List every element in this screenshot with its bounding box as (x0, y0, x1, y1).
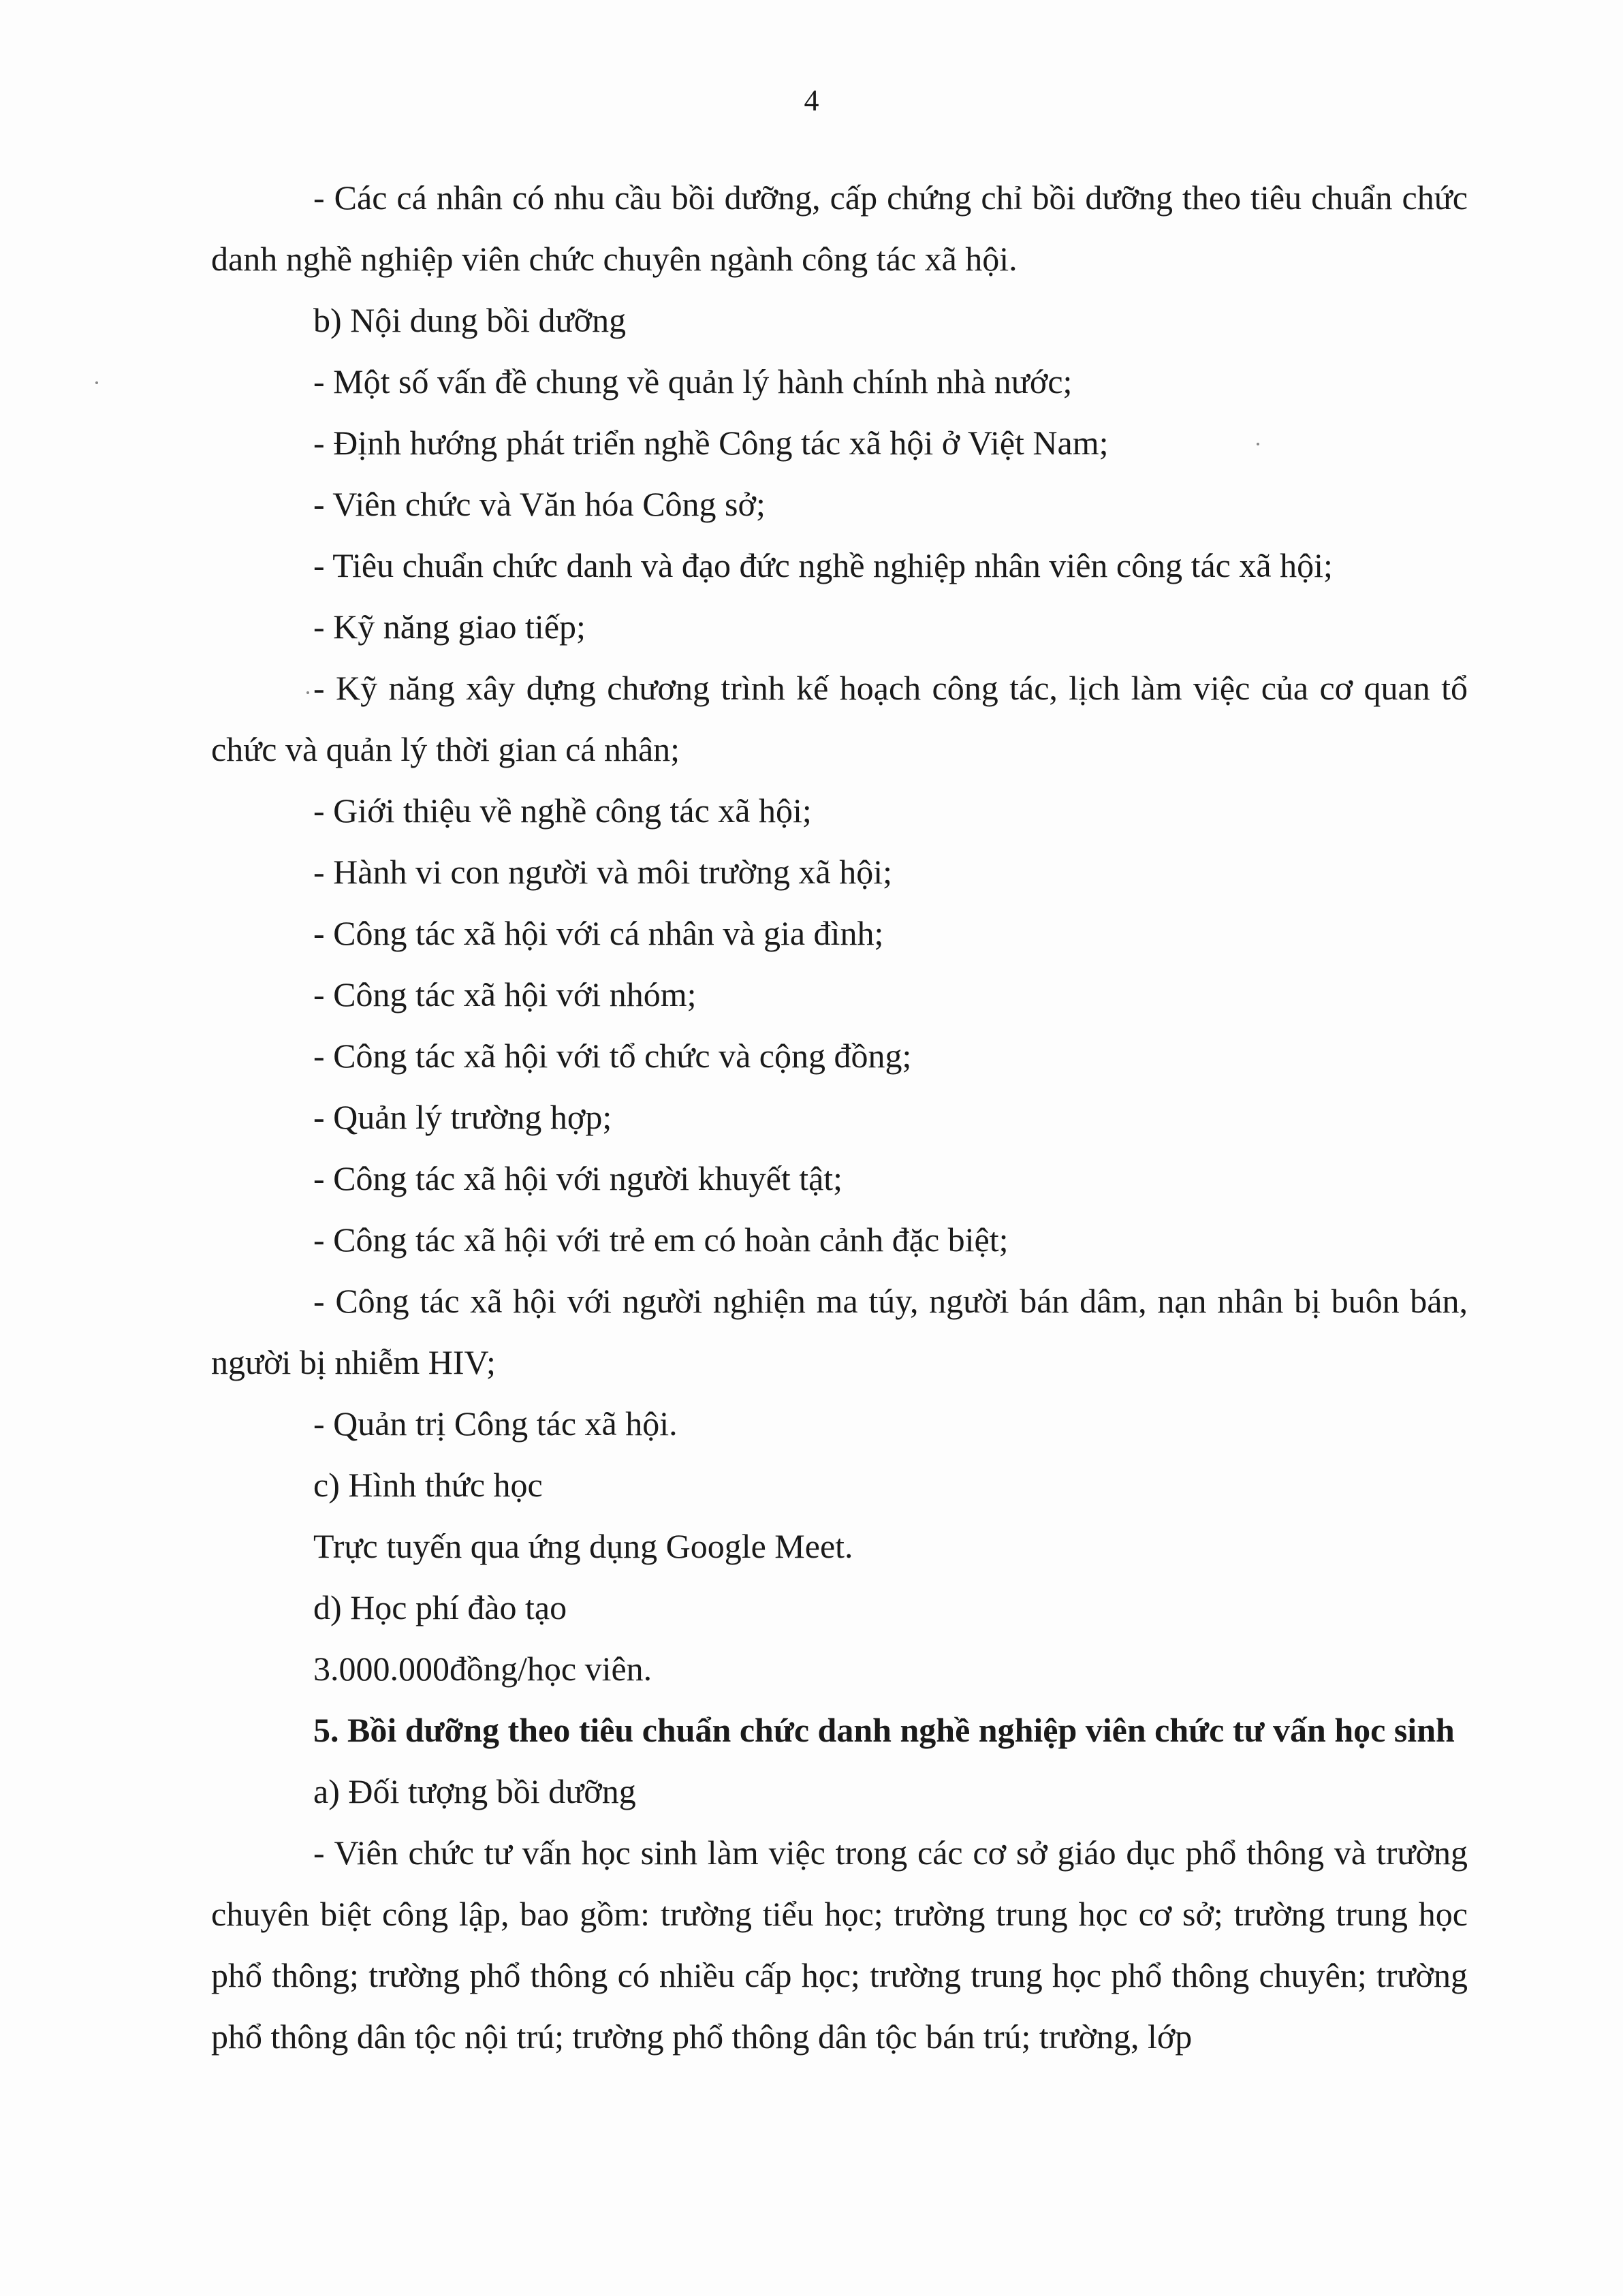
document-body (211, 167, 1468, 2067)
paragraph-individuals: - Các cá nhân có nhu cầu bồi dưỡng, cấp chứng chỉ bồi dưỡng theo tiêu chuẩn chức danh nghề nghiệp viên chức chuyên ngành công tác xã hội. (211, 178, 1468, 278)
list-item: - Một số vấn đề chung về quản lý hành chính nhà nước; (313, 362, 1073, 400)
list-item: - Viên chức và Văn hóa Công sở; (313, 485, 766, 523)
list-item: - Công tác xã hội với người khuyết tật; (313, 1159, 843, 1197)
list-item: - Công tác xã hội với cá nhân và gia đình; (313, 914, 884, 952)
section-heading-5: 5. Bồi dưỡng theo tiêu chuẩn chức danh nghề nghiệp viên chức tư vấn học sinh (313, 1711, 1455, 1749)
list-item: - Quản trị Công tác xã hội. (313, 1404, 678, 1443)
list-item: - Giới thiệu về nghề công tác xã hội; (313, 791, 812, 830)
list-item: - Định hướng phát triển nghề Công tác xã hội ở Việt Nam; (313, 424, 1109, 462)
scan-speck (95, 381, 98, 384)
study-format-value: Trực tuyến qua ứng dụng Google Meet. (313, 1527, 853, 1565)
tuition-fee-value: 3.000.000đồng/học viên. (313, 1650, 652, 1688)
heading-study-format: c) Hình thức học (313, 1466, 543, 1504)
heading-tuition-fee: d) Học phí đào tạo (313, 1588, 567, 1626)
scan-speck (306, 691, 309, 694)
heading-training-content: b) Nội dung bồi dưỡng (313, 301, 627, 339)
list-item: - Công tác xã hội với tổ chức và cộng đồng; (313, 1037, 912, 1075)
list-item: - Công tác xã hội với nhóm; (313, 975, 697, 1013)
list-item: - Quản lý trường hợp; (313, 1098, 612, 1136)
paragraph-student-counselors: - Viên chức tư vấn học sinh làm việc trong các cơ sở giáo dục phổ thông và trường chuyên biệt công lập, bao gồm: trường tiểu học; trường trung học cơ sở; trường trung học phổ thông; trường phổ thông có nhiều cấp học; trường trung học phổ thông chuyên; trường phổ thông dân tộc nội trú; trường phổ thông dân tộc bán trú; trường, lớp (211, 1834, 1468, 2056)
list-item: - Kỹ năng xây dựng chương trình kế hoạch công tác, lịch làm việc của cơ quan tổ chức và quản lý thời gian cá nhân; (211, 669, 1468, 768)
page-number: 4 (804, 84, 819, 117)
list-item: - Công tác xã hội với người nghiện ma túy, người bán dâm, nạn nhân bị buôn bán, người bị nhiễm HIV; (211, 1282, 1468, 1381)
list-item: - Tiêu chuẩn chức danh và đạo đức nghề nghiệp nhân viên công tác xã hội; (313, 546, 1333, 584)
list-item: - Hành vi con người và môi trường xã hội; (313, 853, 892, 891)
list-item: - Kỹ năng giao tiếp; (313, 608, 586, 646)
scan-speck (1257, 443, 1259, 445)
list-item: - Công tác xã hội với trẻ em có hoàn cảnh đặc biệt; (313, 1221, 1009, 1259)
heading-target-audience: a) Đối tượng bồi dưỡng (313, 1772, 636, 1810)
